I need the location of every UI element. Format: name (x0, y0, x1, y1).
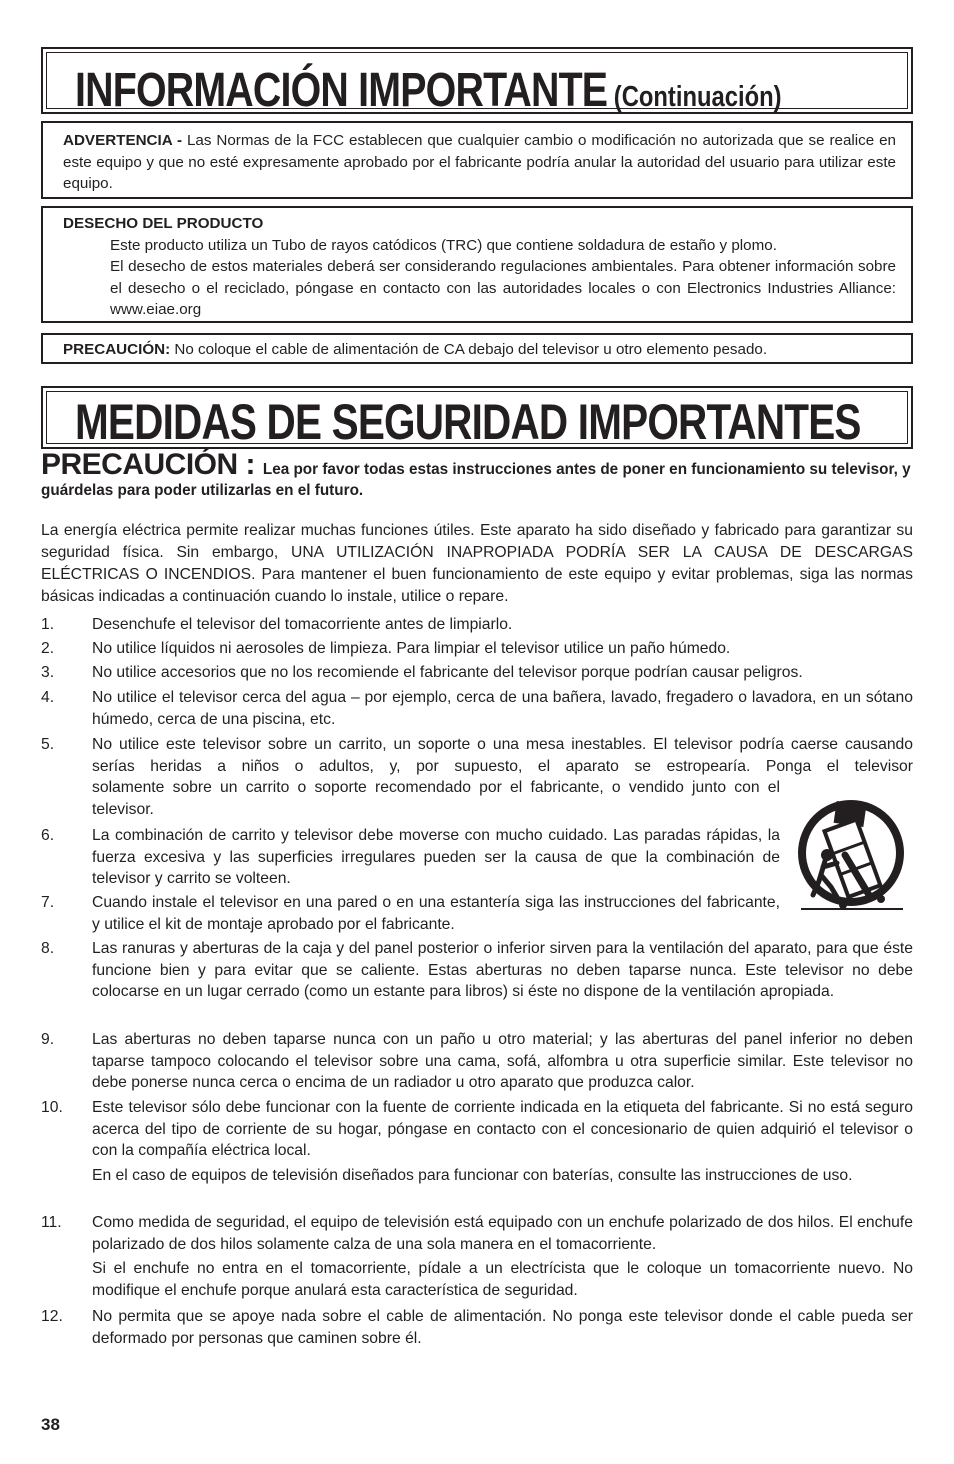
list-item (41, 614, 913, 636)
list-item (41, 892, 913, 935)
list-item (41, 638, 913, 660)
list-item-text: Cuando instale el televisor en una pared o en una estantería siga las instrucciones del fabricante, y utilice el kit de montaje aprobado por el fabricante. (92, 894, 780, 933)
list-item (41, 1306, 913, 1349)
list-item-number: 6. (41, 827, 55, 844)
disposal-line-2: El desecho de estos materiales deberá ser considerando regulaciones ambientales. Para obtener información sobre el desecho o el reciclado, póngase en contacto con las autoridades locales o con Electronics Industries Alliance: www.eiae.org (110, 258, 896, 318)
list-item-text-extra: Si el enchufe no entra en el tomacorriente, pídale a un electrícista que le coloque un tomacorriente nuevo. No modifique el enchufe porque anulará esta característica de seguridad. (92, 1260, 913, 1300)
safety-caution-label: PRECAUCIÓN : (41, 448, 263, 481)
list-item (41, 938, 913, 1003)
page-subtitle: (Continuación) (613, 81, 782, 113)
section-banner-important-info (41, 47, 913, 117)
safety-caution-text: Lea por favor todas estas instrucciones antes de poner en funcionamiento su televisor, y guárdelas para poder utilizarlas en el futuro. (41, 461, 911, 499)
fcc-warning-box (41, 121, 913, 199)
warning-text: Las Normas de la FCC establecen que cualquier cambio o modificación no autorizada que se realice en este equipo y que no esté expresamente aprobado por el fabricante podría anular la autoridad del usuario para utilizar este equipo. (63, 132, 896, 192)
list-item-number: 8. (41, 940, 55, 957)
list-item-number: 1. (41, 616, 55, 633)
disposal-line-1: Este producto utiliza un Tubo de rayos catódicos (TRC) que contiene soldadura de estaño y plomo. (110, 236, 777, 254)
list-item-text: Las ranuras y aberturas de la caja y del panel posterior o inferior sirven para la ventilación del aparato, para que éste funcione bien y para evitar que se caliente. Estas aberturas no deben taparse nunca. Este televisor no debe colocarse en un lugar cerrado (como un estante para libros) si éste no dispone de la ventilación apropiada. (92, 940, 913, 1001)
list-item-number: 10. (41, 1099, 63, 1116)
page-title: INFORMACIÓN IMPORTANTE (Continuación) (75, 64, 782, 117)
list-item (41, 1029, 913, 1094)
section-banner-safety (41, 386, 913, 449)
list-item-number: 9. (41, 1031, 55, 1048)
list-item-number: 11. (41, 1214, 62, 1231)
list-item (41, 662, 913, 684)
caution-label: PRECAUCIÓN: (63, 341, 171, 358)
list-item-number: 3. (41, 664, 55, 681)
ac-cord-caution-box (41, 333, 913, 364)
list-item (41, 734, 913, 821)
product-disposal-box (41, 206, 913, 323)
list-item-text: No utilice accesorios que no los recomiende el fabricante del televisor porque podrían causar peligros. (92, 664, 803, 681)
list-item-text-extra: En el caso de equipos de televisión diseñados para funcionar con baterías, consulte las instrucciones de uso. (92, 1167, 853, 1185)
list-item (41, 1097, 913, 1187)
warning-label: ADVERTENCIA - (63, 132, 187, 149)
page-number: 38 (41, 1415, 60, 1434)
list-item-text: No permita que se apoye nada sobre el cable de alimentación. No ponga este televisor donde el cable pueda ser deformado por personas que caminen sobre él. (92, 1308, 913, 1347)
list-item-number: 7. (41, 894, 55, 911)
safety-caution-heading (41, 448, 913, 501)
caution-text: No coloque el cable de alimentación de CA debajo del televisor u otro elemento pesado. (170, 341, 768, 358)
list-item-text: No utilice líquidos ni aerosoles de limpieza. Para limpiar el televisor utilice un paño húmedo. (92, 640, 731, 657)
list-item (41, 825, 913, 890)
list-item-text: Las aberturas no deben taparse nunca con un paño u otro material; y las aberturas del panel inferior no deben taparse tampoco colocando el televisor sobre una cama, sofá, alfombra u otra superficie similar. Este televisor no debe ponerse nunca cerca o encima de un radiador u otro aparato que produzca calor. (92, 1031, 913, 1092)
list-item-text: Como medida de seguridad, el equipo de televisión está equipado con un enchufe polarizado de dos hilos. El enchufe polarizado de dos hilos solamente calza de una sola manera en el tomacorriente. (92, 1214, 913, 1253)
list-item (41, 687, 913, 730)
list-item-number: 4. (41, 689, 55, 706)
list-item-text: La combinación de carrito y televisor debe moverse con mucho cuidado. Las paradas rápidas, la fuerza excesiva y las superficies irregulares pueden ser la causa de que la combinación de televisor y carrito se volteen. (92, 827, 780, 888)
list-item (41, 1212, 913, 1302)
safety-intro-paragraph: La energía eléctrica permite realizar muchas funciones útiles. Este aparato ha sido diseñado y fabricado para garantizar su seguridad física. Sin embargo, UNA UTILIZACIÓN INAPROPIADA PODRÍA SER LA CAUSA DE DESCARGAS ELÉCTRICAS O INCENDIOS. Para mantener el buen funcionamiento de este equipo y evitar problemas, siga las normas básicas indicadas a continuación cuando lo instale, utilice o repare. (41, 522, 913, 605)
safety-title: MEDIDAS DE SEGURIDAD IMPORTANTES (75, 394, 861, 450)
list-item-number: 5. (41, 736, 55, 753)
disposal-label: DESECHO DEL PRODUCTO (63, 215, 264, 232)
list-item-text: No utilice este televisor sobre un carrito, un soporte o una mesa inestables. El televisor podría caerse causando serías heridas a niños o adultos, y, por supuesto, el aparato se estropearía. Ponga el televisor solamente sobre un carrito o soporte recomendado por el fabricante, o vendido junto con el televisor. (92, 736, 913, 819)
list-item-text: Este televisor sólo debe funcionar con la fuente de corriente indicada en la etiqueta del fabricante. Si no está seguro acerca del tipo de corriente de su hogar, póngase en contacto con el concesionario de quien adquirió el televisor o con la compañía eléctrica local. (92, 1099, 913, 1160)
list-item-number: 2. (41, 640, 55, 657)
list-item-number: 12. (41, 1308, 63, 1325)
list-item-text: Desenchufe el televisor del tomacorriente antes de limpiarlo. (92, 616, 513, 633)
cart-tipover-warning-icon (791, 797, 909, 914)
list-item-text: No utilice el televisor cerca del agua – por ejemplo, cerca de una bañera, lavado, fregadero o lavadora, en un sótano húmedo, cerca de una piscina, etc. (92, 689, 913, 728)
